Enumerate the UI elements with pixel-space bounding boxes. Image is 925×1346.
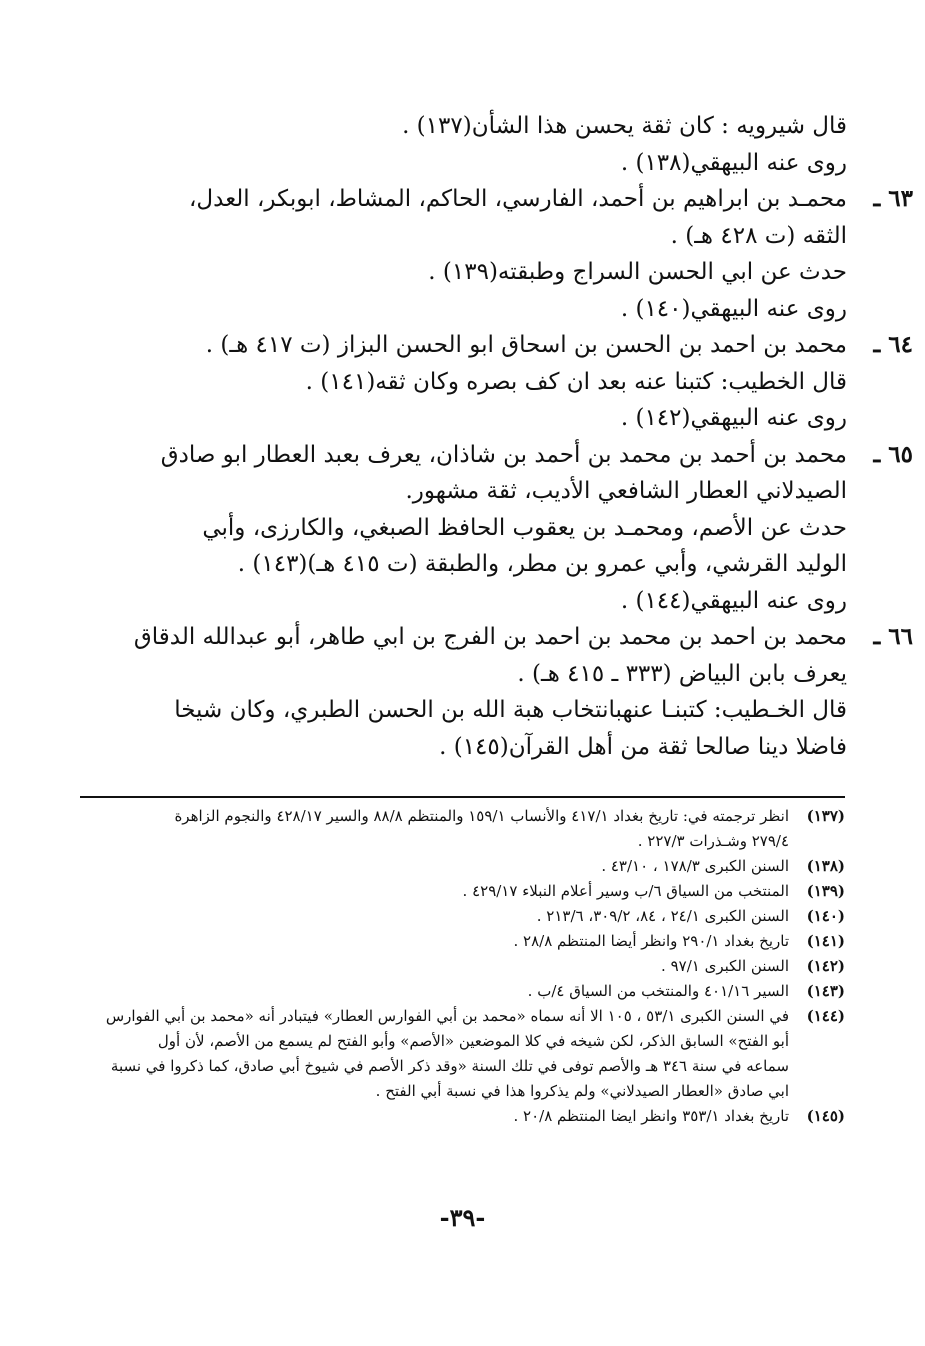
footnote-line: في السنن الكبرى ٥٣/١ ، ١٠٥ الا أنه سماه «محمد بن أبي الفوارس العطار» فيتبادر أنه «محمد بن أبي الفوارس: [105, 1007, 789, 1025]
text-line: حدث عن ابي الحسن السراج وطبقته(١٣٩) .: [428, 259, 847, 285]
footnote-140: [75, 904, 845, 929]
text-line: محمد بن احمد بن محمد بن احمد بن الفرج بن ابي طاهر، أبو عبدالله الدقاق: [133, 624, 847, 650]
text-line: روى عنه البيهقي(١٤٠) .: [620, 295, 847, 322]
footnote-143: [75, 979, 845, 1004]
biography-entry-64: [147, 327, 913, 437]
text-line: فاضلا دينا صالحا ثقة من أهل القرآن(١٤٥) .: [439, 733, 847, 760]
text-line: روى عنه البيهقي(١٤٢) .: [620, 405, 847, 431]
footnote-138: [75, 854, 845, 879]
footnote-145: [75, 1104, 845, 1129]
footnote-line: السنن الكبرى ٢٤/١ ، ٨٤، ٣٠٩/٢، ٢١٣/٦ .: [536, 907, 789, 925]
text-line: يعرف بابن البياض (٣٣٣ ـ ٤١٥ هـ) .: [517, 660, 847, 687]
footnote-line: السنن الكبرى ١٧٨/٣ ، ٤٣/١٠ .: [601, 857, 789, 875]
biography-entry-65: [147, 437, 913, 620]
footnote-141: [75, 929, 845, 954]
text-line: روى عنه البيهقي(١٣٨) .: [620, 149, 847, 176]
footnote-number: (١٤١): [806, 932, 845, 950]
footnote-number: (١٤٥): [806, 1107, 845, 1125]
text-line: قال الخطيب: كتبنا عنه بعد ان كف بصره وكان ثقه(١٤١) .: [305, 368, 847, 395]
biography-entry-63: [147, 181, 913, 327]
entry-number: ٦٣ ـ: [873, 185, 913, 212]
text-line: الوليد القرشي، وأبي عمرو بن مطر، والطبقة (ت ٤١٥ هـ)(١٤٣) .: [237, 551, 847, 577]
footnote-line: ابي صادق «العطار الصيدلاني» ولم يذكروا هذا في نسبة أبي الفتح .: [375, 1082, 789, 1100]
entry-number: ٦٤ ـ: [873, 331, 913, 358]
footnote-divider: [80, 796, 845, 798]
text-line: قال الخـطيب: كتبنـا عنهبانتخاب هبة الله بن الحسن الطبري، وكان شيخا: [174, 697, 847, 723]
footnote-139: [75, 879, 845, 904]
footnote-line: السنن الكبرى ٩٧/١ .: [661, 957, 789, 975]
entry-number: ٦٥ ـ: [873, 440, 913, 468]
text-line: قال شيرويه : كان ثقة يحسن هذا الشأن(١٣٧) .: [402, 113, 847, 139]
text-line: حدث عن الأصم، ومحمـد بن يعقوب الحافظ الصبغي، والكارزى، وأبي: [202, 514, 847, 541]
text-line: روى عنه البيهقي(١٤٤) .: [620, 587, 847, 614]
entry-number: ٦٦ ـ: [873, 623, 913, 650]
text-line: الثقه (ت ٤٢٨ هـ) .: [670, 222, 847, 249]
biography-entry-66: [133, 619, 913, 765]
footnote-number: (١٣٧): [806, 807, 845, 825]
footnote-144: [75, 1004, 845, 1104]
footnote-142: [75, 954, 845, 979]
footnote-line: المنتخب من السياق ٦/ب وسير أعلام النبلاء ٤٢٩/١٧ .: [462, 882, 789, 900]
text-line: محمد بن أحمد بن محمد بن أحمد بن شاذان، يعرف بعبد العطار ابو صادق: [160, 441, 847, 468]
footnote-number: (١٤٢): [806, 957, 845, 975]
footnotes: [75, 804, 845, 1129]
text-line: محمد بن احمد بن الحسن بن اسحاق ابو الحسن البزاز (ت ٤١٧ هـ) .: [205, 332, 847, 358]
text-line: محمـد بن ابراهيم بن أحمد، الفارسي، الحاكم، المشاط، ابوبكر، العدل،: [189, 186, 847, 212]
footnote-line: تاريخ بغداد ٢٩٠/١ وانظر أيضا المنتظم ٢٨/٨ .: [513, 932, 789, 950]
footnote-number: (١٣٨): [806, 857, 845, 875]
footnote-137: [75, 804, 845, 854]
footnote-line: ٢٧٩/٤ وشـذرات ٢٢٧/٣ .: [637, 832, 789, 850]
footnote-number: (١٣٩): [806, 882, 845, 900]
footnote-number: (١٤٤): [806, 1007, 845, 1025]
page-number: -٣٩-: [439, 1203, 486, 1232]
footnote-line: سماعه في سنة ٣٤٦ هـ والأصم توفى في تلك السنة «وقد ذكر الأصم في شيوخ أبي صادق، كما ذكروا في نسبة: [110, 1057, 789, 1075]
footnote-line: أبو الفتح» السابق الذكر، لكن شيخه في كلا الموضعين «الأصم» وأبو الفتح لم يسمع من الأصم، لأن أول: [157, 1032, 789, 1050]
footnote-number: (١٤٣): [806, 982, 845, 1000]
footnote-line: السير ٤٠١/١٦ والمنتخب من السياق ٤/ب .: [527, 982, 789, 1000]
footnote-line: تاريخ بغداد ٣٥٣/١ وانظر ايضا المنتظم ٢٠/٨ .: [513, 1107, 789, 1125]
main-text: [133, 108, 913, 765]
footnote-line: انظر ترجمته في: تاريخ بغداد ٤١٧/١ والأنساب ١٥٩/١ والمنتظم ٨٨/٨ والسير ٤٢٨/١٧ والنجوم الزاهرة: [174, 807, 789, 825]
footnote-number: (١٤٠): [806, 907, 845, 925]
text-line: الصيدلاني العطار الشافعي الأديب، ثقة مشهور.: [405, 478, 847, 504]
